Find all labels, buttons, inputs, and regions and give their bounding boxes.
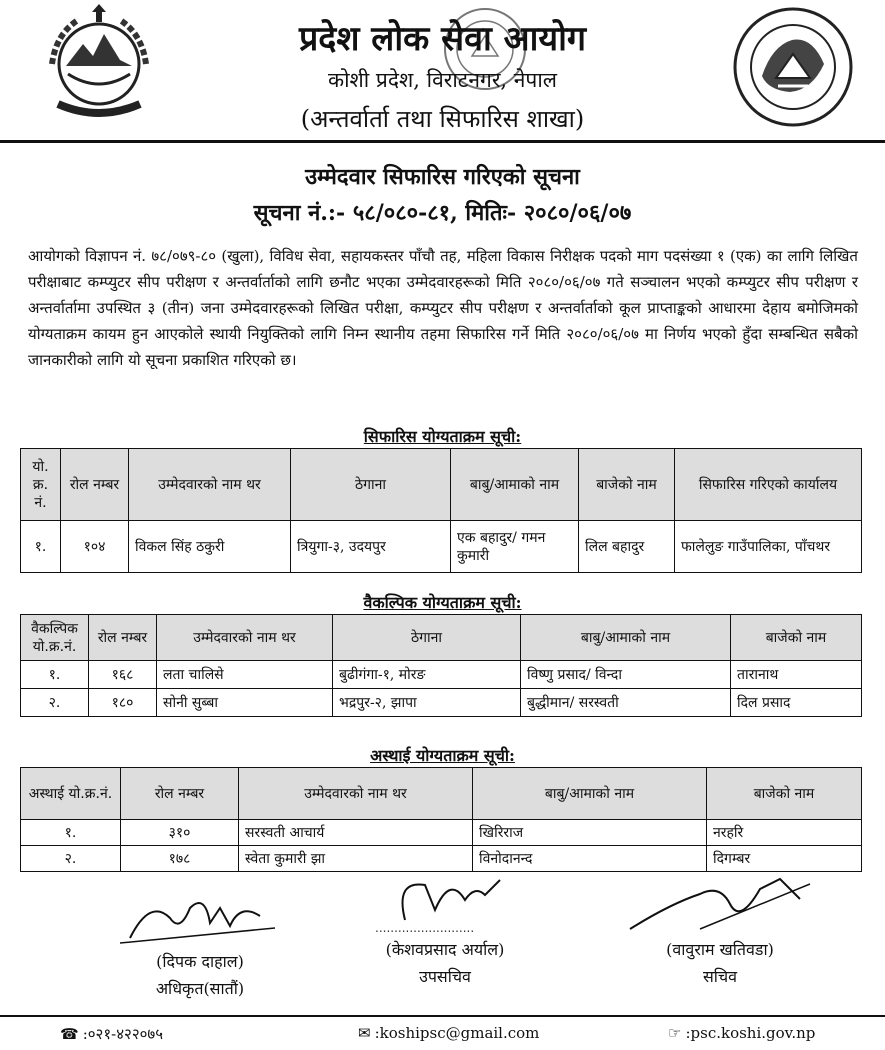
temporary-table <box>20 767 862 872</box>
col-header: बाबु/आमाको नाम <box>473 768 707 820</box>
table-cell: खिरिराज <box>473 820 707 846</box>
nepal-emblem-icon <box>38 4 160 126</box>
footer-phone: ☎ :०२१-४२२०७५ <box>60 1025 164 1043</box>
signature-mark <box>610 874 830 936</box>
table-cell: स्वेता कुमारी झा <box>239 846 473 872</box>
commission-seal-icon <box>732 6 854 128</box>
table-row <box>21 661 862 689</box>
col-header: उम्मेदवारको नाम थर <box>157 615 333 661</box>
col-header: रोल नम्बर <box>121 768 239 820</box>
table-cell: लिल बहादुर <box>579 521 675 573</box>
col-header: वैकल्पिक यो.क्र.नं. <box>21 615 89 661</box>
phone-icon: ☎ <box>60 1025 79 1043</box>
signatory-name: (केशवप्रसाद अर्याल) <box>385 940 505 959</box>
table-header-row <box>21 449 862 521</box>
table-row <box>21 689 862 717</box>
col-header: अस्थाई यो.क्र.नं. <box>21 768 121 820</box>
col-header: बाबु/आमाको नाम <box>521 615 731 661</box>
signature-mark <box>355 870 535 936</box>
table-cell: भद्रपुर-२, झापा <box>333 689 521 717</box>
table-cell: १. <box>21 820 121 846</box>
mail-icon: ✉ <box>358 1024 371 1042</box>
table-cell: २. <box>21 689 89 717</box>
signatory-undersecretary <box>335 870 555 990</box>
signatory-title: अधिकृत(सातौं) <box>155 979 245 998</box>
website-link[interactable]: psc.koshi.gov.np <box>690 1024 816 1042</box>
col-header: रोल नम्बर <box>61 449 129 521</box>
recommended-table <box>20 448 862 573</box>
table-cell: तारानाथ <box>731 661 862 689</box>
col-header: बाजेको नाम <box>731 615 862 661</box>
phone-number: ०२१-४२२०७५ <box>87 1025 164 1043</box>
table-row <box>21 521 862 573</box>
col-header: उम्मेदवारको नाम थर <box>239 768 473 820</box>
branch-name: (अन्तर्वार्ता तथा सिफारिस शाखा) <box>300 105 585 133</box>
table-cell: नरहरि <box>707 820 862 846</box>
signatory-title: उपसचिव <box>419 967 471 986</box>
table-cell: दिगम्बर <box>707 846 862 872</box>
col-header: रोल नम्बर <box>89 615 157 661</box>
table-cell: विनोदानन्द <box>473 846 707 872</box>
table-cell: त्रियुगा-३, उदयपुर <box>291 521 451 573</box>
header-divider <box>0 140 885 143</box>
notice-number: सूचना नं.:- ५८/०८०-८१, मितिः- २०८०/०६/०७ <box>253 200 632 226</box>
col-header: यो. क्र. नं. <box>21 449 61 521</box>
footer-email[interactable]: ✉ :koshipsc@gmail.com <box>358 1024 540 1042</box>
alternate-list-title: वैकल्पिक योग्यताक्रम सूची: <box>363 593 522 612</box>
col-header: ठेगाना <box>333 615 521 661</box>
table-cell: १. <box>21 661 89 689</box>
table-cell: सरस्वती आचार्य <box>239 820 473 846</box>
footer-website[interactable]: ☞ :psc.koshi.gov.np <box>668 1024 816 1042</box>
table-cell: बुद्धीमान/ सरस्वती <box>521 689 731 717</box>
col-header: ठेगाना <box>291 449 451 521</box>
table-cell: बुढीगंगा-१, मोरङ <box>333 661 521 689</box>
table-cell: विकल सिंह ठकुरी <box>129 521 291 573</box>
signatory-title: सचिव <box>702 967 738 986</box>
table-cell: सोनी सुब्बा <box>157 689 333 717</box>
col-header: सिफारिस गरिएको कार्यालय <box>675 449 862 521</box>
col-header: बाजेको नाम <box>579 449 675 521</box>
alternate-table <box>20 614 862 717</box>
pointer-icon: ☞ <box>668 1024 682 1042</box>
table-cell: ३१० <box>121 820 239 846</box>
signatory-name: (दिपक दाहाल) <box>156 952 244 971</box>
notice-body: आयोगको विज्ञापन नं. ७८/०७९-८० (खुला), विविध सेवा, सहायकस्तर पाँचौ तह, महिला विकास निरीक्षक पदको माग पदसंख्या १ (एक) का लागि लिखित परीक्षाबाट कम्प्युटर सीप परीक्षण र अन्तर्वार्ताको लागि छनौट भएका उम्मेदवारहरूको मिति २०८०/०६/०७ गते सञ्चालन भएको कम्प्युटर सीप परीक्षण र अन्तर्वार्तामा उपस्थित ३ (तीन) जना उम्मेदवारहरूको लिखित परीक्षा, कम्प्युटर सीप परीक्षण र अन्तर्वार्ताको कूल प्राप्ताङ्कको आधारमा देहाय बमोजिमको योग्यताक्रम कायम हुन आएकोले स्थायी नियुक्तिको लागि निम्न स्थानीय तहमा सिफारिस गर्ने मिति २०८०/०६/०७ मा निर्णय भएको हुँदा सम्बन्धित सबैको जानकारीको लागि यो सूचना प्रकाशित गरिएको छ। <box>28 247 858 369</box>
table-cell: १०४ <box>61 521 129 573</box>
table-cell: २. <box>21 846 121 872</box>
table-cell: दिल प्रसाद <box>731 689 862 717</box>
province-address: कोशी प्रदेश, विराटनगर, नेपाल <box>327 68 558 92</box>
svg-text:..........................: .......................... <box>375 921 475 935</box>
temporary-list-title: अस्थाई योग्यताक्रम सूची: <box>370 746 515 765</box>
table-cell: फालेलुङ गाउँपालिका, पाँचथर <box>675 521 862 573</box>
table-cell: १८० <box>89 689 157 717</box>
col-header: बाजेको नाम <box>707 768 862 820</box>
email-address[interactable]: koshipsc@gmail.com <box>379 1024 540 1042</box>
col-header: बाबु/आमाको नाम <box>451 449 579 521</box>
signatory-officer <box>90 888 310 1002</box>
signatory-name: (वावुराम खतिवडा) <box>666 940 774 959</box>
commission-title: प्रदेश लोक सेवा आयोग <box>298 19 587 59</box>
table-cell: १. <box>21 521 61 573</box>
letterhead <box>0 0 885 140</box>
table-header-row <box>21 768 862 820</box>
footer-divider <box>0 1015 885 1017</box>
col-header: उम्मेदवारको नाम थर <box>129 449 291 521</box>
notice-title: उम्मेदवार सिफारिस गरिएको सूचना <box>305 164 580 190</box>
table-row <box>21 846 862 872</box>
table-cell: १७८ <box>121 846 239 872</box>
table-cell: एक बहादुर/ गमन कुमारी <box>451 521 579 573</box>
recommended-list-title: सिफारिस योग्यताक्रम सूची: <box>363 427 522 446</box>
signatory-secretary <box>610 874 830 990</box>
table-header-row <box>21 615 862 661</box>
signature-mark <box>110 888 290 948</box>
table-cell: १६८ <box>89 661 157 689</box>
table-cell: लता चालिसे <box>157 661 333 689</box>
table-cell: विष्णु प्रसाद/ विन्दा <box>521 661 731 689</box>
table-row <box>21 820 862 846</box>
